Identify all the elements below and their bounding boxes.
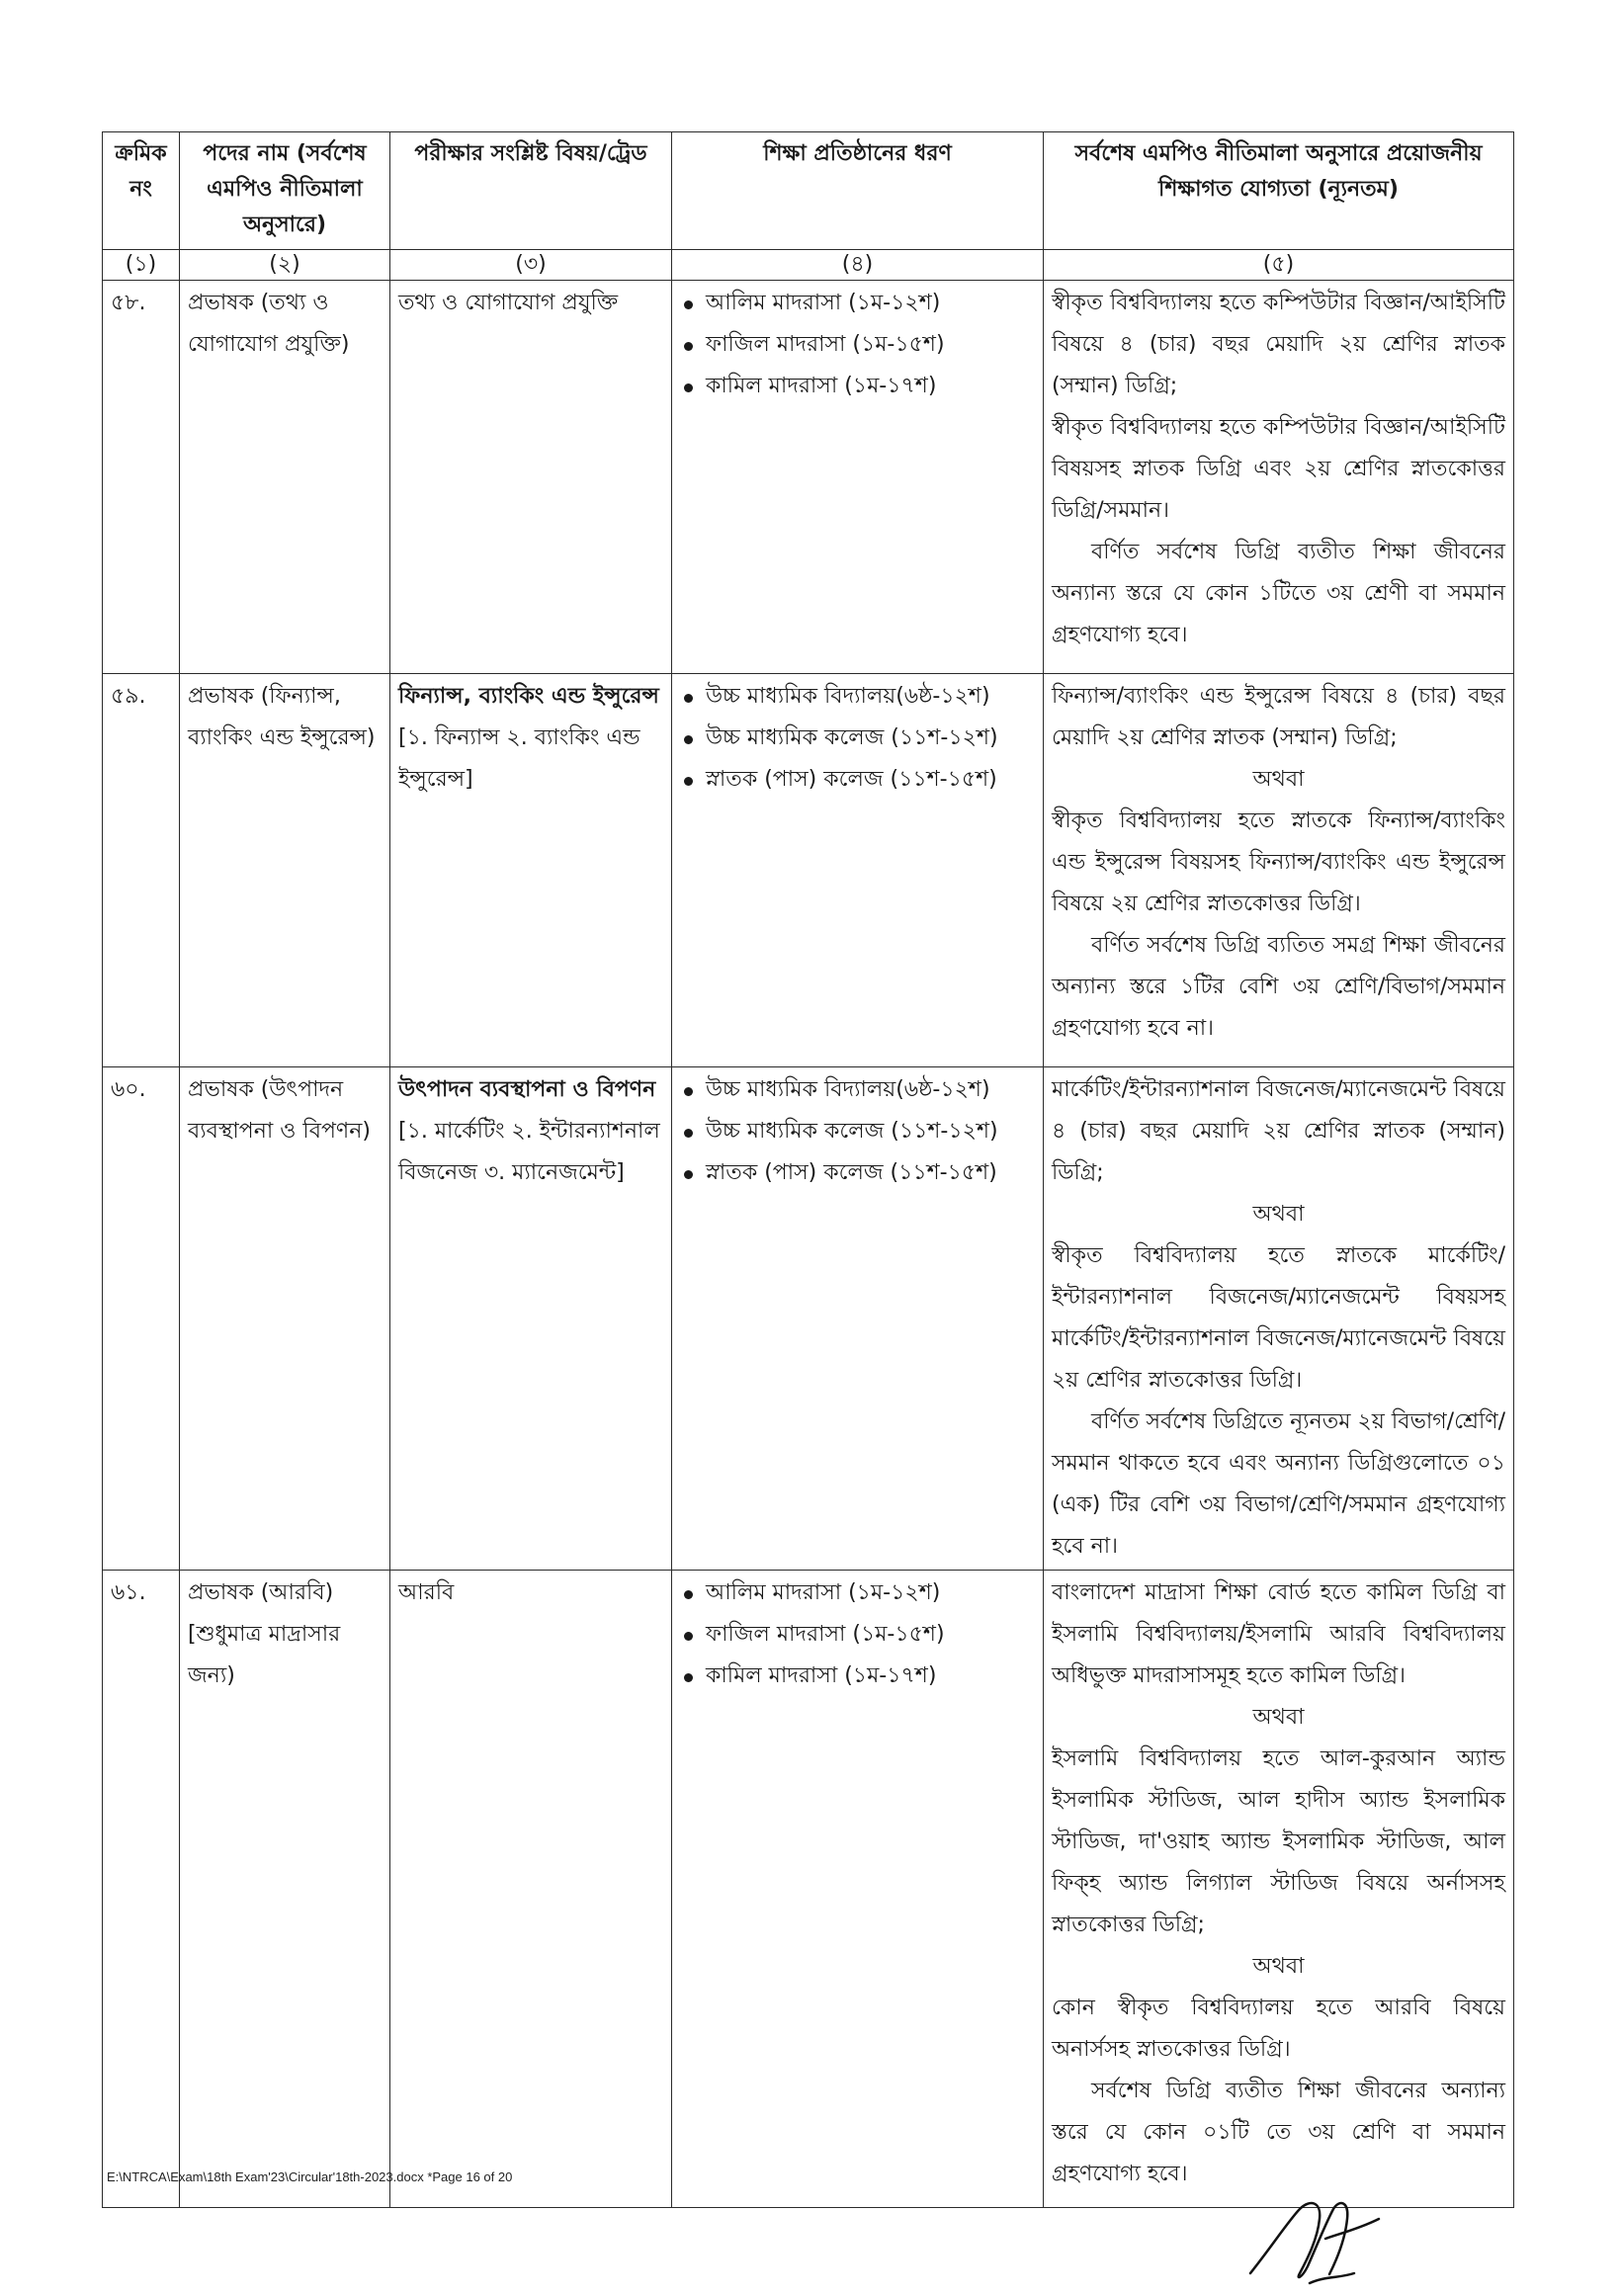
- institution-item: উচ্চ মাধ্যমিক কলেজ (১১শ-১২শ): [680, 718, 1035, 759]
- institution-item: কামিল মাদরাসা (১ম-১৭শ): [680, 366, 1035, 407]
- post-name: প্রভাষক (উৎপাদন ব্যবস্থাপনা ও বিপণন): [180, 1067, 390, 1571]
- subject-cell: [390, 1067, 672, 1571]
- qualification-text: ফিন্যান্স/ব্যাংকিং এন্ড ইন্সুরেন্স বিষয়ে ৪ (চার) বছর মেয়াদি ২য় শ্রেণির স্নাতক (সম্মান) ডিগ্রি;: [1052, 684, 1505, 750]
- qualification-cell: [1044, 1571, 1514, 2208]
- institution-item: উচ্চ মাধ্যমিক বিদ্যালয়(৬ষ্ঠ-১২শ): [680, 1069, 1035, 1111]
- subject-title: উৎপাদন ব্যবস্থাপনা ও বিপণন: [398, 1077, 656, 1102]
- qualification-text: স্বীকৃত বিশ্ববিদ্যালয় হতে স্নাতকে ফিন্যান্স/ব্যাংকিং এন্ড ইন্সুরেন্স বিষয়সহ ফিন্যান্স/ব্যাংকিং এন্ড ইন্সুরেন্স বিষয়ে ২য় শ্রেণির স্নাতকোত্তর ডিগ্রি।: [1052, 808, 1505, 916]
- header-post-name: পদের নাম (সর্বশেষ এমপিও নীতিমালা অনুসারে): [180, 132, 390, 250]
- or-separator: অথবা: [1252, 1954, 1305, 1979]
- qualification-table: [102, 131, 1514, 2208]
- subject-cell: [390, 281, 672, 674]
- subject-title: ফিন্যান্স, ব্যাংকিং এন্ড ইন্সুরেন্স: [398, 684, 659, 709]
- qualification-text: বর্ণিত সর্বশেষ ডিগ্রি ব্যতিত সমগ্র শিক্ষা জীবনের অন্যান্য স্তরে ১টির বেশি ৩য় শ্রেণি/বিভাগ/সমমান গ্রহণযোগ্য হবে না।: [1052, 933, 1505, 1041]
- institution-cell: [672, 281, 1044, 674]
- table-row: [103, 1067, 1514, 1571]
- subject-text: [১. ফিন্যান্স ২. ব্যাংকিং এন্ড ইন্সুরেন্স]: [398, 725, 640, 792]
- qualification-text: বর্ণিত সর্বশেষ ডিগ্রিতে ন্যূনতম ২য় বিভাগ/শ্রেণি/সমমান থাকতে হবে এবং অন্যান্য ডিগ্রিগুলোতে ০১ (এক) টির বেশি ৩য় বিভাগ/শ্রেণি/সমমান গ্রহণযোগ্য হবে না।: [1052, 1409, 1505, 1559]
- institution-item: ফাজিল মাদরাসা (১ম-১৫শ): [680, 324, 1035, 366]
- header-serial: ক্রমিক নং: [103, 132, 180, 250]
- qualification-text: সর্বশেষ ডিগ্রি ব্যতীত শিক্ষা জীবনের অন্যান্য স্তরে যে কোন ০১টি তে ৩য় শ্রেণি বা সমমান গ্রহণযোগ্য হবে।: [1052, 2079, 1505, 2186]
- column-number: (৫): [1044, 250, 1514, 281]
- institution-cell: [672, 674, 1044, 1067]
- serial-number: ৬০.: [103, 1067, 180, 1571]
- qualification-text: বর্ণিত সর্বশেষ ডিগ্রি ব্যতীত শিক্ষা জীবনের অন্যান্য স্তরে যে কোন ১টিতে ৩য় শ্রেণী বা সমমান গ্রহণযোগ্য হবে।: [1052, 540, 1505, 647]
- header-subject: পরীক্ষার সংশ্লিষ্ট বিষয়/ট্রেড: [390, 132, 672, 250]
- serial-number: ৫৮.: [103, 281, 180, 674]
- serial-number: ৫৯.: [103, 674, 180, 1067]
- institution-item: ফাজিল মাদরাসা (১ম-১৫শ): [680, 1614, 1035, 1656]
- qualification-text: ইসলামি বিশ্ববিদ্যালয় হতে আল-কুরআন অ্যান্ড ইসলামিক স্টাডিজ, আল হাদীস অ্যান্ড ইসলামিক স্টাডিজ, দা'ওয়াহ অ্যান্ড ইসলামিক স্টাডিজ, আল ফিক্হ অ্যান্ড লিগ্যাল স্টাডিজ বিষয়ে অর্নাসসহ স্নাতকোত্তর ডিগ্রি;: [1052, 1746, 1505, 1937]
- qualification-cell: [1044, 281, 1514, 674]
- column-number: (২): [180, 250, 390, 281]
- subject-text: [১. মার্কেটিং ২. ইন্টারন্যাশনাল বিজনেজ ৩. ম্যানেজমেন্ট]: [398, 1119, 660, 1185]
- table-row: [103, 281, 1514, 674]
- institution-item: উচ্চ মাধ্যমিক কলেজ (১১শ-১২শ): [680, 1111, 1035, 1152]
- qualification-cell: [1044, 1067, 1514, 1571]
- institution-item: আলিম মাদরাসা (১ম-১২শ): [680, 283, 1035, 324]
- qualification-text: স্বীকৃত বিশ্ববিদ্যালয় হতে স্নাতকে মার্কেটিং/ইন্টারন্যাশনাল বিজনেজ/ম্যানেজমেন্ট বিষয়সহ মার্কেটিং/ইন্টারন্যাশনাল বিজনেজ/ম্যানেজমেন্ট বিষয়ে ২য় শ্রেণির স্নাতকোত্তর ডিগ্রি।: [1052, 1243, 1505, 1393]
- qualification-text: স্বীকৃত বিশ্ববিদ্যালয় হতে কম্পিউটার বিজ্ঞান/আইসিটি বিষয়ে ৪ (চার) বছর মেয়াদি ২য় শ্রেণির স্নাতক (সম্মান) ডিগ্রি;: [1052, 291, 1505, 398]
- or-separator: অথবা: [1252, 1705, 1305, 1730]
- qualification-text: মার্কেটিং/ইন্টারন্যাশনাল বিজনেজ/ম্যানেজমেন্ট বিষয়ে ৪ (চার) বছর মেয়াদি ২য় শ্রেণির স্নাতক (সম্মান) ডিগ্রি;: [1052, 1077, 1505, 1185]
- qualification-cell: [1044, 674, 1514, 1067]
- file-path-footer: E:\NTRCA\Exam\18th Exam'23\Circular'18th-2023.docx *Page 16 of 20: [107, 2169, 513, 2184]
- table-row: [103, 1571, 1514, 2208]
- or-separator: অথবা: [1252, 767, 1305, 792]
- subject-cell: [390, 1571, 672, 2208]
- institution-item: কামিল মাদরাসা (১ম-১৭শ): [680, 1656, 1035, 1697]
- signature-mark: [1231, 2179, 1408, 2293]
- institution-item: উচ্চ মাধ্যমিক বিদ্যালয়(৬ষ্ঠ-১২শ): [680, 676, 1035, 718]
- qualification-text: কোন স্বীকৃত বিশ্ববিদ্যালয় হতে আরবি বিষয়ে অনার্সসহ স্নাতকোত্তর ডিগ্রি।: [1052, 1996, 1505, 2062]
- post-name: প্রভাষক (আরবি) [শুধুমাত্র মাদ্রাসার জন্য): [180, 1571, 390, 2208]
- column-number-row: [103, 250, 1514, 281]
- header-qualification: সর্বশেষ এমপিও নীতিমালা অনুসারে প্রয়োজনীয় শিক্ষাগত যোগ্যতা (ন্যূনতম): [1044, 132, 1514, 250]
- qualification-text: স্বীকৃত বিশ্ববিদ্যালয় হতে কম্পিউটার বিজ্ঞান/আইসিটি বিষয়সহ স্নাতক ডিগ্রি এবং ২য় শ্রেণির স্নাতকোত্তর ডিগ্রি/সমমান।: [1052, 415, 1505, 523]
- subject-text: আরবি: [398, 1580, 455, 1605]
- column-number: (৪): [672, 250, 1044, 281]
- institution-item: স্নাতক (পাস) কলেজ (১১শ-১৫শ): [680, 1152, 1035, 1194]
- or-separator: অথবা: [1252, 1202, 1305, 1227]
- subject-cell: [390, 674, 672, 1067]
- table-header-row: [103, 132, 1514, 250]
- post-name: প্রভাষক (তথ্য ও যোগাযোগ প্রযুক্তি): [180, 281, 390, 674]
- column-number: (৩): [390, 250, 672, 281]
- post-name: প্রভাষক (ফিন্যান্স, ব্যাংকিং এন্ড ইন্সুরেন্স): [180, 674, 390, 1067]
- column-number: (১): [103, 250, 180, 281]
- table-row: [103, 674, 1514, 1067]
- institution-cell: [672, 1571, 1044, 2208]
- institution-item: আলিম মাদরাসা (১ম-১২শ): [680, 1573, 1035, 1614]
- institution-cell: [672, 1067, 1044, 1571]
- qualification-text: বাংলাদেশ মাদ্রাসা শিক্ষা বোর্ড হতে কামিল ডিগ্রি বা ইসলামি বিশ্ববিদ্যালয়/ইসলামি আরবি বিশ্ববিদ্যালয় অধিভুক্ত মাদরাসাসমূহ হতে কামিল ডিগ্রি।: [1052, 1580, 1505, 1688]
- institution-item: স্নাতক (পাস) কলেজ (১১শ-১৫শ): [680, 759, 1035, 801]
- header-institution-type: শিক্ষা প্রতিষ্ঠানের ধরণ: [672, 132, 1044, 250]
- serial-number: ৬১.: [103, 1571, 180, 2208]
- subject-text: তথ্য ও যোগাযোগ প্রযুক্তি: [398, 291, 619, 315]
